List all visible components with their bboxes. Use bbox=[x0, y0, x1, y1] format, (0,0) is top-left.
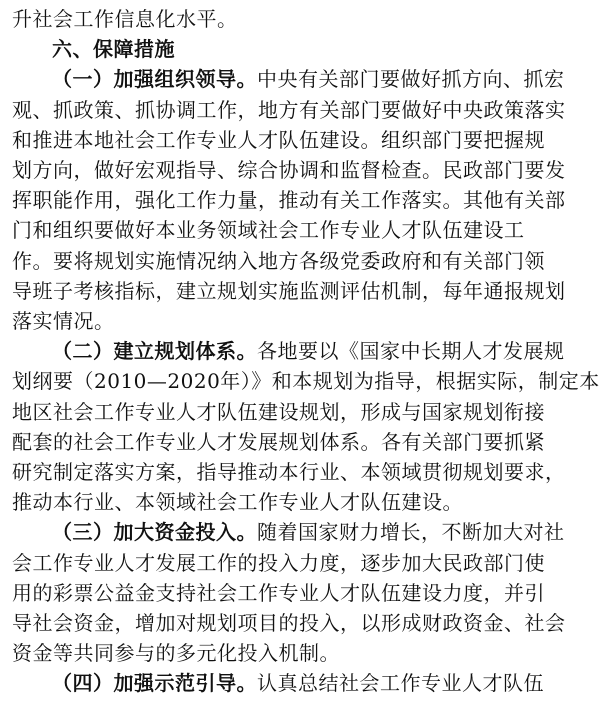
paragraph-2-line-4: 配套的社会工作专业人才发展规划体系。各有关部门要抓紧 bbox=[12, 429, 545, 454]
paragraph-2-line-5: 研究制定落实方案，指导推动本行业、本领域贯彻规划要求， bbox=[12, 460, 566, 485]
paragraph-1-line-4: 划方向，做好宏观指导、综合协调和监督检查。民政部门要发 bbox=[12, 158, 566, 183]
paragraph-2-line-3: 地区社会工作专业人才队伍建设规划，形成与国家规划衔接 bbox=[12, 399, 545, 424]
paragraph-4-title: （四）加强示范引导。 bbox=[52, 671, 257, 696]
paragraph-3-line-3: 用的彩票公益金支持社会工作专业人才队伍建设力度，并引 bbox=[12, 580, 545, 605]
paragraph-3-title: （三）加大资金投入。 bbox=[52, 520, 257, 545]
paragraph-4-line-1: （四）加强示范引导。认真总结社会工作专业人才队伍 bbox=[52, 671, 544, 696]
paragraph-1-line-3: 和推进本地社会工作专业人才队伍建设。组织部门要把握规 bbox=[12, 127, 545, 152]
paragraph-1-line-5: 挥职能作用，强化工作力量，推动有关工作落实。其他有关部 bbox=[12, 188, 566, 213]
paragraph-2-line-6: 推动本行业、本领域社会工作专业人才队伍建设。 bbox=[12, 490, 463, 515]
paragraph-1-line-9: 落实情况。 bbox=[12, 309, 115, 334]
paragraph-2-line-1: （二）建立规划体系。各地要以《国家中长期人才发展规 bbox=[52, 339, 565, 364]
paragraph-1-line-1: （一）加强组织领导。中央有关部门要做好抓方向、抓宏 bbox=[52, 67, 565, 92]
paragraph-1-line-2: 观、抓政策、抓协调工作，地方有关部门要做好中央政策落实 bbox=[12, 97, 566, 122]
paragraph-1-line-8: 导班子考核指标，建立规划实施监测评估机制，每年通报规划 bbox=[12, 278, 566, 303]
paragraph-1-line-7: 作。要将规划实施情况纳入地方各级党委政府和有关部门领 bbox=[12, 248, 545, 273]
paragraph-1-title: （一）加强组织领导。 bbox=[52, 67, 257, 92]
paragraph-3-line-2: 会工作专业人才发展工作的投入力度，逐步加大民政部门使 bbox=[12, 550, 545, 575]
paragraph-1-line-6: 门和组织要做好本业务领域社会工作专业人才队伍建设工 bbox=[12, 218, 525, 243]
document-page bbox=[0, 4, 600, 713]
section-heading: 六、保障措施 bbox=[52, 37, 175, 62]
paragraph-2-title: （二）建立规划体系。 bbox=[52, 339, 257, 364]
paragraph-3-line-4: 导社会资金，增加对规划项目的投入，以形成财政资金、社会 bbox=[12, 611, 566, 636]
intro-line: 升社会工作信息化水平。 bbox=[12, 7, 238, 31]
paragraph-3-line-1: （三）加大资金投入。随着国家财力增长，不断加大对社 bbox=[52, 520, 565, 545]
paragraph-2-line-2: 划纲要（2010—2020年）》和本规划为指导，根据实际，制定本 bbox=[12, 369, 600, 394]
paragraph-3-line-5: 资金等共同参与的多元化投入机制。 bbox=[12, 641, 340, 666]
